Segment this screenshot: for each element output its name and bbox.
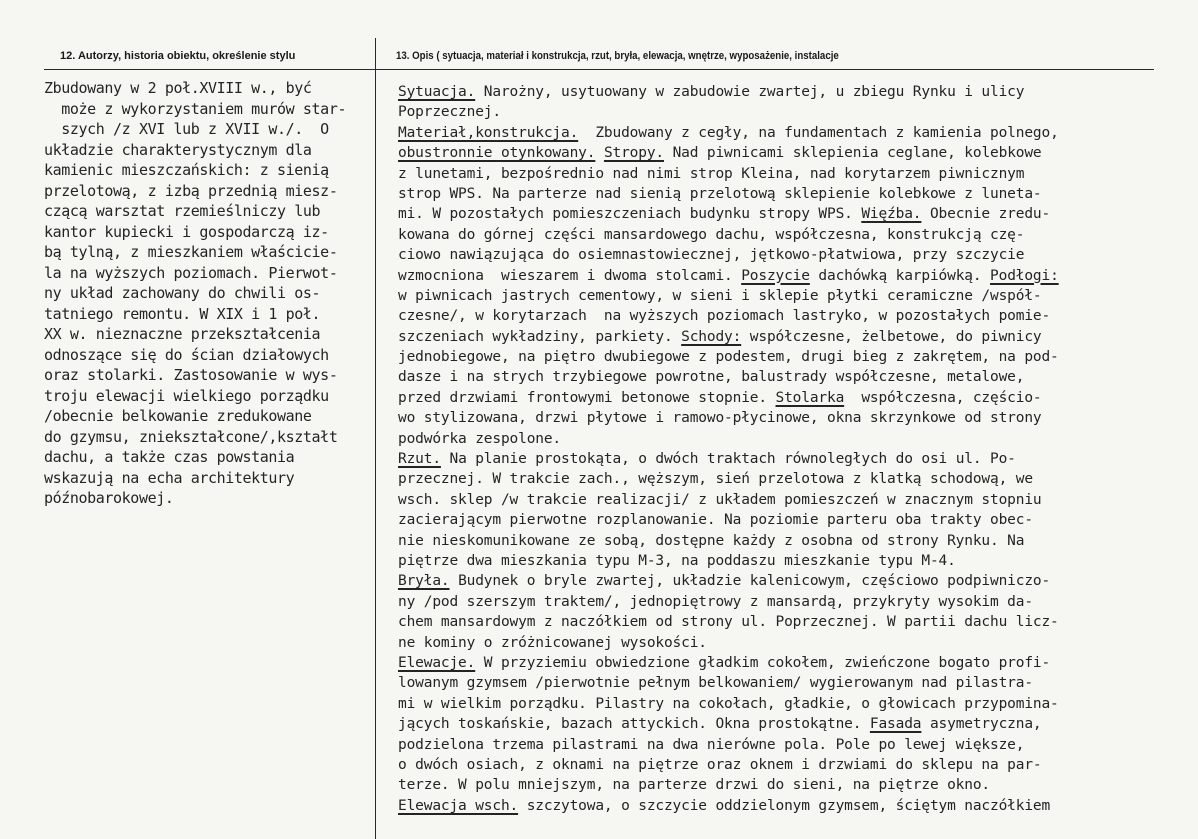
history-text-line: Zbudowany w 2 poł.XVIII w., być — [44, 79, 312, 97]
description-text-line — [398, 286, 1059, 306]
description-text: dachówką karpiówką. — [809, 267, 991, 284]
section-keyword: Elewacje. — [398, 654, 476, 671]
description-text: chem mansardowym z naczółkiem od strony ul. Poprzecznej. W partii dachu licz- — [398, 614, 1059, 631]
section-keyword: Więźba. — [861, 206, 922, 223]
description-text: dasze i na strych trzybiegowe powrotne, balustrady współczesne, metalowe, — [398, 369, 1025, 386]
description-text: Narożny, usytuowany w zabudowie zwartej, u zbiegu Rynku i ulicy — [475, 84, 1025, 100]
description-text-line — [398, 673, 1059, 693]
section-13-heading: 13. Opis ( sytuacja, materiał i konstrukcja, rzut, bryła, elewacja, wnętrze, wyposażenie, instalacje — [396, 50, 839, 62]
description-text: czesne/, w korytarzach na wyższych poziomach lastryko, w pozostałych pomie- — [398, 308, 1051, 325]
description-text-line — [398, 653, 1059, 673]
description-text-line — [398, 347, 1059, 367]
history-text-column — [44, 78, 346, 509]
description-text-line — [398, 306, 1059, 326]
history-text-line: układzie charakterystycznym dla — [44, 140, 312, 159]
history-text-line: /obecnie belkowanie zredukowane — [44, 407, 312, 425]
description-text-line — [398, 551, 1059, 571]
description-text: strop WPS. Na parterze nad sienią przelotową sklepienie kolebkowe z luneta- — [398, 185, 1042, 202]
description-text-line — [398, 367, 1059, 387]
description-text-line — [398, 143, 1059, 163]
history-text-line: la na wyższych poziomach. Pierwot- — [44, 263, 338, 282]
description-text: mi w wielkim porządku. Pilastry na cokołach, gładkie, o głowicach przypomina- — [398, 695, 1059, 712]
history-text-line: troju elewacji wielkiego porządku — [44, 386, 329, 405]
description-text: ciowo nawiązująca do osiemnastowiecznej, jętkowo-płatwiowa, przy szczycie — [398, 247, 1025, 264]
description-text: Obecnie zredu- — [921, 206, 1051, 223]
description-text-line — [398, 694, 1059, 714]
description-text-line — [398, 245, 1059, 265]
description-text-line — [398, 775, 1059, 795]
section-keyword: Sytuacja. — [398, 84, 476, 100]
history-text-line: tatniego remontu. W XIX i 1 poł. — [44, 304, 321, 323]
description-text: przecznej. W trakcie zach., węższym, sień przelotowa z klatką schodową, we — [398, 471, 1033, 488]
description-text: przed drzwiami frontowymi betonowe stopnie. — [398, 389, 776, 406]
right-header-rule — [376, 69, 1154, 70]
left-header-rule — [44, 69, 375, 70]
section-keyword: Podłogi: — [990, 267, 1059, 284]
description-text: podzielona trzema pilastrami na dwa nierówne pola. Pole po lewej większe, — [398, 736, 1025, 753]
section-keyword: Schody: — [681, 328, 742, 345]
history-text-line: ny układ zachowany do chwili os- — [44, 284, 321, 302]
description-text-line — [398, 408, 1059, 428]
description-text-line — [398, 755, 1059, 775]
description-text-line — [398, 510, 1059, 530]
description-text-line — [398, 571, 1059, 591]
section-keyword: obustronnie otynkowany. — [398, 145, 596, 162]
description-text: jednobiegowe, na piętro dwubiegowe z podestem, drugi bieg z zakrętem, na pod- — [398, 349, 1059, 366]
description-text-column — [398, 82, 1059, 816]
description-text-line — [398, 735, 1059, 755]
description-text: nie nieskomunikowane ze sobą, dostępne każdy z osobna od strony Rynku. Na — [398, 532, 1025, 549]
description-text-line — [398, 225, 1059, 245]
column-divider — [375, 38, 376, 839]
description-text: Na planie prostokąta, o dwóch traktach równoległych do osi ul. Po- — [440, 451, 1016, 468]
history-text-line: kantor kupiecki i gospodarczą iz- — [44, 222, 329, 241]
description-text: szczeniach wykładziny, parkiety. — [398, 328, 682, 345]
description-text-line — [398, 102, 1059, 122]
history-text-line: oraz stolarki. Zastosowanie w wys- — [44, 366, 338, 384]
description-text: o dwóch osiach, z oknami na piętrze oraz oknem i drzwiami do sklepu na par- — [398, 756, 1042, 773]
description-text: jących toskańskie, bazach attyckich. Okna prostokątne. — [398, 716, 870, 733]
description-text-line — [398, 327, 1059, 347]
description-text: Nad piwnicami sklepienia ceglane, kolebkowe — [664, 145, 1042, 162]
section-keyword: Bryła. — [398, 573, 450, 590]
description-text: mi. W pozostałych pomieszczeniach budynku stropy WPS. — [398, 206, 862, 223]
description-text-line — [398, 612, 1059, 632]
section-keyword: Poszycie — [741, 267, 810, 284]
history-text-line: XX w. nieznaczne przekształcenia — [44, 325, 321, 343]
description-text: współczesna, częścio- — [844, 389, 1042, 406]
description-text-line — [398, 429, 1059, 449]
description-text-line — [398, 204, 1059, 224]
description-text: wsch. sklep /w trakcie realizacji/ z układem pomieszczeń w znacznym stopniu — [398, 491, 1042, 508]
description-text-line — [398, 164, 1059, 184]
description-text-line — [398, 633, 1059, 653]
description-text: szczytowa, o szczycie oddzielonym gzymsem, ściętym naczółkiem — [518, 797, 1051, 814]
history-text-line: odnoszące się do ścian działowych — [44, 345, 329, 364]
description-text-line — [398, 449, 1059, 469]
description-text — [595, 145, 604, 161]
description-text-line — [398, 184, 1059, 204]
description-text: z lunetami, bezpośrednio nad nimi strop Kleina, nad korytarzem piwnicznym — [398, 165, 1025, 182]
description-text: wo stylizowana, drzwi płytowe i ramowo-płycinowe, okna skrzynkowe od strony — [398, 410, 1042, 427]
section-keyword: Fasada — [869, 716, 922, 733]
history-text-line: do gzymsu, zniekształcone/,kształt — [44, 427, 338, 446]
description-text-line — [398, 123, 1059, 143]
history-text-line: bą tylną, z mieszkaniem właściciе- — [44, 243, 338, 261]
history-text-line: szych /z XVI lub z XVII w./. O — [44, 120, 329, 138]
section-keyword: Stropy. — [603, 145, 664, 162]
description-text: ny /pod szerszym traktem/, jednopiętrowy z mansardą, przykryty wysokim da- — [398, 593, 1033, 610]
section-12-heading: 12. Autorzy, historia obiektu, określenie stylu — [60, 50, 296, 62]
description-text: ne kominy o zróżnicowanej wysokości. — [398, 634, 707, 651]
description-text: Zbudowany z cegły, na fundamentach z kamienia polnego, — [578, 124, 1059, 141]
description-text-line — [398, 592, 1059, 612]
history-text-line: późnobarokowej. — [44, 489, 174, 507]
description-text: wzmocniona wieszarem i dwoma stolcami. — [398, 267, 742, 284]
description-text: kowana do górnej części mansardowego dachu, współczesna, konstrukcją czę- — [398, 226, 1025, 243]
description-text-line — [398, 266, 1059, 286]
description-text: podwórka zespolone. — [398, 430, 562, 447]
description-text: asymetryczna, — [921, 716, 1042, 733]
description-text: W przyziemiu obwiedzione gładkim cokołem, zwieńczone bogato profi- — [475, 654, 1051, 671]
history-text-line: może z wykorzystaniem murów star- — [44, 99, 347, 118]
section-keyword: Rzut. — [398, 451, 441, 468]
history-text-line: wskazują na echa architektury — [44, 468, 295, 487]
description-text-line — [398, 388, 1059, 408]
description-text-line — [398, 490, 1059, 510]
description-text-line — [398, 82, 1059, 102]
history-text-line: czącą warsztat rzemieślniczy lub — [44, 202, 321, 220]
description-text: terze. W polu mniejszym, na parterze drzwi do sieni, na piętrze okno. — [398, 777, 991, 794]
description-text: lowanym gzymsem /pierwotnie pełnym belkowaniem/ wygierowanym nad pilastra- — [398, 675, 1033, 692]
description-text: współczesne, żelbetowe, do piwnicy — [741, 328, 1042, 345]
description-text-line — [398, 714, 1059, 734]
history-text-line: dachu, a także czas powstania — [44, 448, 295, 466]
section-keyword: Elewacja wsch. — [398, 797, 519, 814]
description-text: piętrze dwa mieszkania typu M-3, na poddaszu mieszkanie typu M-4. — [398, 552, 956, 569]
description-text-line — [398, 531, 1059, 551]
section-keyword: Stolarka — [775, 389, 845, 406]
history-text-line: przelotową, z izbą przednią miesz- — [44, 181, 338, 200]
description-text: w piwnicach jastrych cementowy, w sieni i sklepie płytki ceramiczne /współ- — [398, 287, 1042, 304]
description-text-line — [398, 469, 1059, 489]
section-keyword: Materiał,konstrukcja. — [398, 124, 579, 141]
description-text: Poprzecznej. — [398, 104, 501, 121]
description-text-line — [398, 796, 1059, 816]
description-text: Budynek o bryle zwartej, układzie kalenicowym, częściowo podpiwniczo- — [449, 573, 1051, 590]
history-text-line: kamienic mieszczańskich: z sienią — [44, 161, 329, 179]
description-text: zacierającym pierwotne rozplanowanie. Na poziomie parteru oba trakty obec- — [398, 512, 1033, 529]
